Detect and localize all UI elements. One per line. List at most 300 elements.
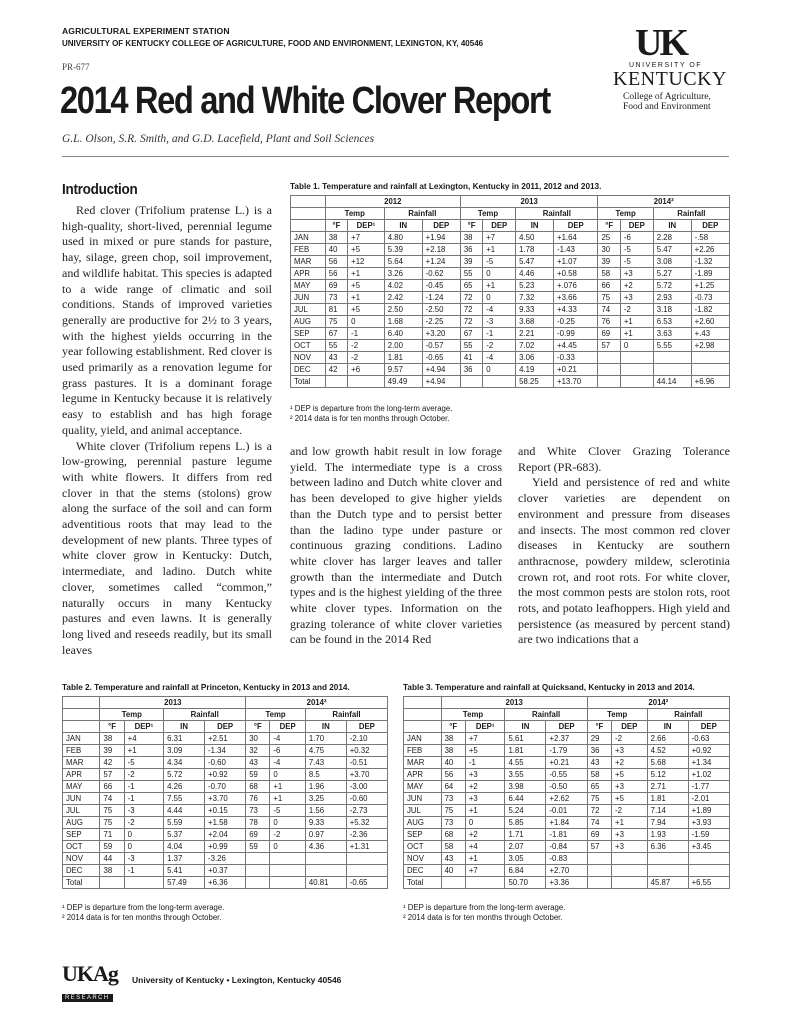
value-cell: -1.24 <box>422 292 460 304</box>
value-cell: 3.06 <box>516 352 554 364</box>
value-cell: +0.58 <box>554 268 598 280</box>
value-cell: 7.43 <box>305 757 346 769</box>
value-cell <box>620 376 653 388</box>
value-cell: +7 <box>348 232 385 244</box>
value-cell <box>346 853 387 865</box>
month-cell: NOV <box>404 853 442 865</box>
value-cell: 1.96 <box>305 781 346 793</box>
unit-header: °F <box>325 220 347 232</box>
month-cell: JUN <box>63 793 100 805</box>
value-cell: 0 <box>620 340 653 352</box>
value-cell: 69 <box>587 829 611 841</box>
value-cell: -4 <box>270 757 306 769</box>
table1-footnote-2: ² 2014 data is for ten months through October. <box>290 414 450 423</box>
value-cell <box>620 352 653 364</box>
value-cell: +1.31 <box>346 841 387 853</box>
table-row <box>404 781 730 793</box>
value-cell: 41 <box>460 352 482 364</box>
month-cell: DEC <box>63 865 100 877</box>
month-cell: MAR <box>63 757 100 769</box>
value-cell: 1.81 <box>384 352 422 364</box>
month-cell: Total <box>404 877 442 889</box>
value-cell: -0.99 <box>554 328 598 340</box>
value-cell: -1 <box>483 328 516 340</box>
value-cell: 2.42 <box>384 292 422 304</box>
value-cell: +0.21 <box>554 364 598 376</box>
value-cell: 38 <box>441 733 465 745</box>
value-cell: +3.66 <box>554 292 598 304</box>
value-cell <box>688 853 729 865</box>
value-cell: 1.71 <box>505 829 546 841</box>
value-cell <box>305 865 346 877</box>
value-cell: 72 <box>460 316 482 328</box>
value-cell: 81 <box>325 304 347 316</box>
value-cell: 65 <box>460 280 482 292</box>
value-cell: -0.51 <box>346 757 387 769</box>
value-cell: 58 <box>598 268 620 280</box>
table-row <box>404 805 730 817</box>
table-row <box>404 865 730 877</box>
value-cell: +0.92 <box>688 745 729 757</box>
table-row <box>291 232 730 244</box>
value-cell: +1 <box>270 781 306 793</box>
unit-header: IN <box>653 220 691 232</box>
table-row <box>63 829 388 841</box>
value-cell: 69 <box>246 829 270 841</box>
month-cell: FEB <box>404 745 442 757</box>
value-cell: 0 <box>483 292 516 304</box>
value-cell: -5 <box>483 256 516 268</box>
unit-header: IN <box>164 721 205 733</box>
value-cell: 9.33 <box>305 817 346 829</box>
value-cell <box>688 865 729 877</box>
value-cell <box>124 877 164 889</box>
value-cell: -2.73 <box>346 805 387 817</box>
value-cell: -1.77 <box>688 781 729 793</box>
month-cell: Total <box>291 376 326 388</box>
value-cell: 36 <box>460 244 482 256</box>
value-cell: 68 <box>246 781 270 793</box>
unit-header: °F <box>100 721 124 733</box>
month-cell: AUG <box>291 316 326 328</box>
publication-number: PR-677 <box>62 62 90 72</box>
value-cell: +5 <box>348 244 385 256</box>
unit-header: °F <box>598 220 620 232</box>
value-cell <box>691 352 729 364</box>
value-cell: 74 <box>598 304 620 316</box>
value-cell: -5 <box>270 805 306 817</box>
intro-column-2 <box>290 444 502 648</box>
table2-footnote-1: ¹ DEP is departure from the long-term average. <box>62 903 225 912</box>
month-cell: JUL <box>291 304 326 316</box>
value-cell: 72 <box>460 304 482 316</box>
value-cell: +5.32 <box>346 817 387 829</box>
value-cell: -0.63 <box>688 733 729 745</box>
value-cell: 64 <box>441 781 465 793</box>
table-row <box>63 877 388 889</box>
value-cell <box>460 376 482 388</box>
unit-header: DEP <box>205 721 246 733</box>
value-cell: +7 <box>465 865 505 877</box>
value-cell <box>346 865 387 877</box>
value-cell: -5 <box>620 244 653 256</box>
value-cell: +2.51 <box>205 733 246 745</box>
value-cell: 40 <box>441 865 465 877</box>
value-cell: 73 <box>441 793 465 805</box>
value-cell <box>653 352 691 364</box>
value-cell: 25 <box>598 232 620 244</box>
intro-paragraph-cont: and low growth habit result in low forage yield. The intermediate type is a cross between ladino and Dutch white clover and has been developed to give higher yields than the Dutch type and to persist better than the ladino type under pasture or continuous grazing conditions. Ladino white clover has larger leaves and taller growth than the intermediate and Dutch types and is the highest yielding of the three white clover types. Information on the grazing tolerance of white clover varieties can be found in the 2014 Red <box>290 444 502 647</box>
value-cell: 2.21 <box>516 328 554 340</box>
value-cell: +.076 <box>554 280 598 292</box>
value-cell: -0.45 <box>422 280 460 292</box>
intro-column-1 <box>62 203 272 658</box>
value-cell <box>587 865 611 877</box>
value-cell: 5.12 <box>647 769 688 781</box>
value-cell: +2 <box>465 781 505 793</box>
value-cell: 59 <box>100 841 124 853</box>
value-cell: 4.19 <box>516 364 554 376</box>
month-cell: DEC <box>404 865 442 877</box>
value-cell: +1 <box>620 316 653 328</box>
value-cell <box>612 853 648 865</box>
value-cell: -1.32 <box>691 256 729 268</box>
value-cell: +4.94 <box>422 364 460 376</box>
value-cell <box>246 865 270 877</box>
month-cell: FEB <box>291 244 326 256</box>
value-cell: 5.27 <box>653 268 691 280</box>
table-row <box>291 352 730 364</box>
unit-header: °F <box>441 721 465 733</box>
temp-group-header: Temp <box>246 709 306 721</box>
value-cell: 3.63 <box>653 328 691 340</box>
value-cell: 55 <box>325 340 347 352</box>
value-cell: +6 <box>348 364 385 376</box>
value-cell: 2.66 <box>647 733 688 745</box>
value-cell: -1 <box>124 865 164 877</box>
value-cell: +0.99 <box>205 841 246 853</box>
rainfall-group-header: Rainfall <box>647 709 729 721</box>
table2-footnote-2: ² 2014 data is for ten months through October. <box>62 913 222 922</box>
value-cell: +2.37 <box>546 733 587 745</box>
value-cell: 5.24 <box>505 805 546 817</box>
table-row <box>291 244 730 256</box>
unit-header: DEP¹ <box>465 721 505 733</box>
rainfall-group-header: Rainfall <box>516 208 598 220</box>
value-cell: -0.25 <box>554 316 598 328</box>
month-cell: JUL <box>404 805 442 817</box>
value-cell: -1.82 <box>691 304 729 316</box>
value-cell: +2 <box>465 829 505 841</box>
table3-caption: Table 3. Temperature and rainfall at Quicksand, Kentucky in 2013 and 2014. <box>403 683 695 692</box>
value-cell: 4.36 <box>305 841 346 853</box>
value-cell: 0 <box>483 364 516 376</box>
value-cell <box>246 877 270 889</box>
value-cell: 5.39 <box>384 244 422 256</box>
value-cell: 67 <box>325 328 347 340</box>
value-cell: 58.25 <box>516 376 554 388</box>
month-cell: DEC <box>291 364 326 376</box>
temp-group-header: Temp <box>441 709 505 721</box>
month-cell: MAY <box>291 280 326 292</box>
value-cell: 5.55 <box>653 340 691 352</box>
value-cell: +1 <box>465 805 505 817</box>
value-cell: 75 <box>325 316 347 328</box>
value-cell: -1.89 <box>691 268 729 280</box>
value-cell: +3 <box>465 769 505 781</box>
value-cell: 56 <box>325 256 347 268</box>
month-cell: SEP <box>63 829 100 841</box>
value-cell: 2.07 <box>505 841 546 853</box>
value-cell: 0 <box>483 268 516 280</box>
uk-cafe-logo <box>605 24 735 119</box>
value-cell: +4 <box>124 733 164 745</box>
value-cell: +2.18 <box>422 244 460 256</box>
value-cell: 39 <box>460 256 482 268</box>
university-line: UNIVERSITY OF KENTUCKY COLLEGE OF AGRICULTURE, FOOD AND ENVIRONMENT, LEXINGTON, KY, 40546 <box>62 39 484 48</box>
value-cell: 3.05 <box>505 853 546 865</box>
value-cell: -.58 <box>691 232 729 244</box>
value-cell <box>647 865 688 877</box>
value-cell <box>598 352 620 364</box>
value-cell: +2.04 <box>205 829 246 841</box>
value-cell: 2.50 <box>384 304 422 316</box>
value-cell: +5 <box>612 793 648 805</box>
value-cell: +3 <box>465 793 505 805</box>
value-cell: 3.98 <box>505 781 546 793</box>
value-cell: 55 <box>460 268 482 280</box>
value-cell: 6.44 <box>505 793 546 805</box>
value-cell: -2 <box>270 829 306 841</box>
value-cell <box>598 376 620 388</box>
month-cell: JUL <box>63 805 100 817</box>
table-row <box>404 733 730 745</box>
year-header: 2013 <box>460 196 598 208</box>
value-cell: +2 <box>620 280 653 292</box>
value-cell: +3.20 <box>422 328 460 340</box>
value-cell: 5.23 <box>516 280 554 292</box>
table-corner <box>404 697 442 709</box>
intro-paragraph-white-clover: White clover (Trifolium repens L.) is a low-growing, perennial pasture legume with white flowers. It differs from red clover in that the stems (stolons) grow along the surface of the soil and can form adventitious roots that may lead to the development of new plants. Three types of white clover grow in Kentucky: Dutch, intermediate, and ladino. Dutch white clover, sometimes called “common,” naturally occurs in many Kentucky pastures and even lawns. It is generally long lived and reseeds readily, but its small leaves <box>62 438 272 657</box>
value-cell: 76 <box>246 793 270 805</box>
table-row <box>404 769 730 781</box>
value-cell: 1.37 <box>164 853 205 865</box>
value-cell: +1 <box>124 745 164 757</box>
table-row <box>404 853 730 865</box>
value-cell: 0 <box>270 769 306 781</box>
table-row <box>63 733 388 745</box>
value-cell: -6 <box>270 745 306 757</box>
value-cell: +2.62 <box>546 793 587 805</box>
month-cell: JAN <box>63 733 100 745</box>
value-cell: 0 <box>348 316 385 328</box>
value-cell: -2 <box>612 733 648 745</box>
table1-footnote-1: ¹ DEP is departure from the long-term average. <box>290 404 453 413</box>
value-cell: 3.25 <box>305 793 346 805</box>
value-cell: +1 <box>270 793 306 805</box>
table-row <box>404 841 730 853</box>
page-title: 2014 Red and White Clover Report <box>60 80 550 122</box>
month-cell: AUG <box>63 817 100 829</box>
value-cell: +5 <box>348 304 385 316</box>
value-cell: 40.81 <box>305 877 346 889</box>
value-cell: 6.36 <box>647 841 688 853</box>
value-cell <box>587 877 611 889</box>
value-cell: +5 <box>465 745 505 757</box>
month-cell: MAY <box>404 781 442 793</box>
value-cell: 43 <box>441 853 465 865</box>
table3-quicksand <box>403 696 730 889</box>
value-cell: 30 <box>598 244 620 256</box>
value-cell: -0.60 <box>346 793 387 805</box>
value-cell: 5.41 <box>164 865 205 877</box>
value-cell: 73 <box>325 292 347 304</box>
value-cell: 3.18 <box>653 304 691 316</box>
month-cell: MAR <box>404 757 442 769</box>
table-row <box>291 316 730 328</box>
value-cell: 1.81 <box>505 745 546 757</box>
value-cell <box>647 853 688 865</box>
table-corner <box>291 208 326 220</box>
value-cell: 57 <box>587 841 611 853</box>
value-cell: +2.60 <box>691 316 729 328</box>
value-cell: 43 <box>325 352 347 364</box>
value-cell: 4.55 <box>505 757 546 769</box>
value-cell: 5.72 <box>164 769 205 781</box>
value-cell <box>612 865 648 877</box>
value-cell: 43 <box>246 757 270 769</box>
value-cell: 5.47 <box>653 244 691 256</box>
value-cell: +1.34 <box>688 757 729 769</box>
ukag-logo-text: UKAg <box>62 961 118 986</box>
value-cell: +2.26 <box>691 244 729 256</box>
value-cell <box>612 877 648 889</box>
value-cell <box>270 877 306 889</box>
value-cell: -1.79 <box>546 745 587 757</box>
table-row <box>63 817 388 829</box>
value-cell: 6.53 <box>653 316 691 328</box>
value-cell: -1 <box>465 757 505 769</box>
value-cell: 8.5 <box>305 769 346 781</box>
value-cell: 9.33 <box>516 304 554 316</box>
unit-header: DEP <box>688 721 729 733</box>
value-cell: +0.21 <box>546 757 587 769</box>
rainfall-group-header: Rainfall <box>384 208 460 220</box>
unit-header: °F <box>460 220 482 232</box>
value-cell: 29 <box>587 733 611 745</box>
value-cell: -0.50 <box>546 781 587 793</box>
value-cell <box>587 853 611 865</box>
value-cell: 42 <box>100 757 124 769</box>
value-cell: 1.68 <box>384 316 422 328</box>
value-cell: 75 <box>100 805 124 817</box>
table-corner <box>63 697 100 709</box>
intro-heading: Introduction <box>62 181 138 198</box>
table-row <box>63 865 388 877</box>
value-cell: 2.28 <box>653 232 691 244</box>
value-cell: -2.01 <box>688 793 729 805</box>
value-cell: -3.26 <box>205 853 246 865</box>
value-cell: 69 <box>598 328 620 340</box>
value-cell: -2.10 <box>346 733 387 745</box>
value-cell: +4.33 <box>554 304 598 316</box>
table1-caption: Table 1. Temperature and rainfall at Lexington, Kentucky in 2011, 2012 and 2013. <box>290 182 602 191</box>
value-cell: +.43 <box>691 328 729 340</box>
value-cell: 0 <box>465 817 505 829</box>
value-cell: -0.73 <box>691 292 729 304</box>
value-cell: 49.49 <box>384 376 422 388</box>
value-cell: -0.62 <box>422 268 460 280</box>
value-cell: 3.09 <box>164 745 205 757</box>
value-cell: +1 <box>612 817 648 829</box>
value-cell: +1 <box>483 244 516 256</box>
research-logo-label: RESEARCH <box>62 994 113 1002</box>
value-cell: 38 <box>100 733 124 745</box>
table-row <box>291 328 730 340</box>
table-row <box>63 853 388 865</box>
value-cell: 59 <box>246 769 270 781</box>
value-cell: -4 <box>483 304 516 316</box>
station-name: AGRICULTURAL EXPERIMENT STATION <box>62 26 230 36</box>
value-cell: -1.81 <box>546 829 587 841</box>
table-row <box>63 841 388 853</box>
value-cell: 66 <box>598 280 620 292</box>
value-cell: 4.80 <box>384 232 422 244</box>
value-cell: 4.44 <box>164 805 205 817</box>
value-cell: +1.58 <box>205 817 246 829</box>
table-row <box>404 793 730 805</box>
value-cell: +1.64 <box>554 232 598 244</box>
value-cell: 38 <box>460 232 482 244</box>
month-cell: OCT <box>404 841 442 853</box>
unit-header: DEP <box>620 220 653 232</box>
intro-paragraph-grazing-ref: and White Clover Grazing Tolerance Report (PR-683). <box>518 444 730 474</box>
table2-caption: Table 2. Temperature and rainfall at Princeton, Kentucky in 2013 and 2014. <box>62 683 350 692</box>
value-cell: +2 <box>612 757 648 769</box>
value-cell: 56 <box>325 268 347 280</box>
table-corner <box>63 721 100 733</box>
value-cell: +1 <box>348 292 385 304</box>
value-cell: 73 <box>246 805 270 817</box>
month-cell: APR <box>404 769 442 781</box>
table-row <box>291 292 730 304</box>
table2-princeton <box>62 696 388 889</box>
table-row <box>404 745 730 757</box>
unit-header: IN <box>647 721 688 733</box>
year-header: 2014² <box>246 697 388 709</box>
value-cell: -1.43 <box>554 244 598 256</box>
table3-footnote-2: ² 2014 data is for ten months through October. <box>403 913 563 922</box>
value-cell <box>598 364 620 376</box>
month-cell: JAN <box>291 232 326 244</box>
unit-header: DEP¹ <box>124 721 164 733</box>
unit-header: DEP <box>691 220 729 232</box>
month-cell: MAY <box>63 781 100 793</box>
value-cell: +6.36 <box>205 877 246 889</box>
value-cell: +1.89 <box>688 805 729 817</box>
month-cell: AUG <box>404 817 442 829</box>
value-cell: +12 <box>348 256 385 268</box>
table-row <box>291 376 730 388</box>
value-cell: -2 <box>483 340 516 352</box>
value-cell: 67 <box>460 328 482 340</box>
table-row <box>404 877 730 889</box>
rainfall-group-header: Rainfall <box>653 208 729 220</box>
unit-header: IN <box>384 220 422 232</box>
value-cell: +2.70 <box>546 865 587 877</box>
value-cell: 5.47 <box>516 256 554 268</box>
unit-header: DEP <box>612 721 648 733</box>
